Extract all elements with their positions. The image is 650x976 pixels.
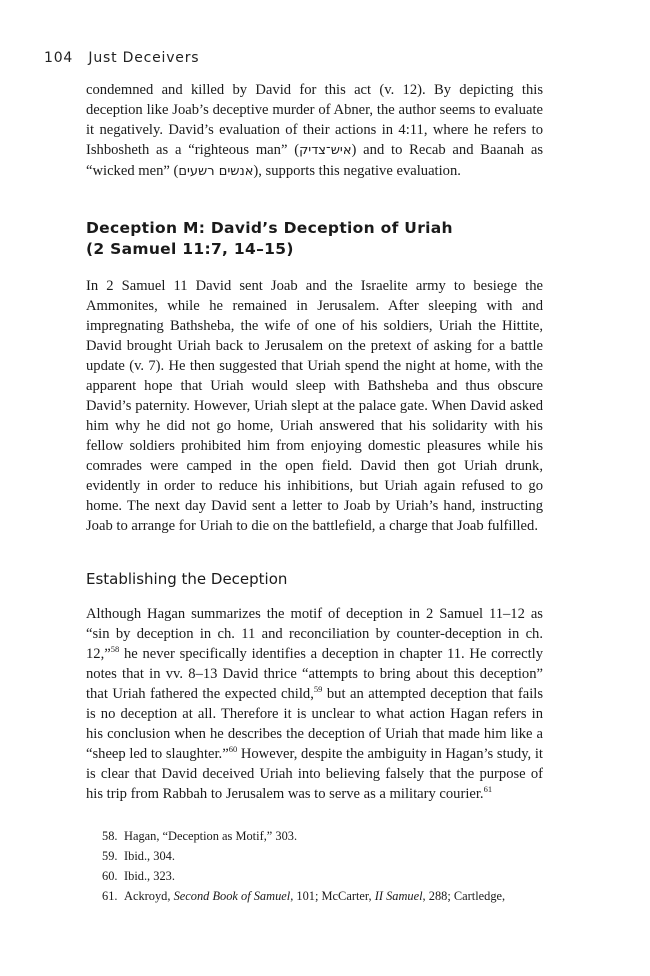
book-title-italic: II Samuel (374, 889, 423, 903)
footnote-59 (102, 846, 543, 866)
footnote-number: 58. (102, 829, 118, 843)
footnote-text (124, 886, 543, 906)
page-body (86, 80, 543, 906)
footnote-ref-60[interactable]: 60 (228, 744, 238, 754)
footnote-ref-58[interactable]: 58 (110, 644, 120, 654)
running-head (44, 50, 199, 66)
footnote-58 (102, 826, 543, 846)
footnote-60 (102, 866, 543, 886)
footnote-ref-61[interactable]: 61 (483, 784, 493, 794)
intro-text-2: ) and to Recab and Baanah as “wicked men” ( (86, 142, 543, 179)
footnote-61 (102, 886, 543, 906)
book-title-italic: Second Book of Samuel (173, 889, 291, 903)
footnote-text: Ibid., 323. (124, 869, 175, 883)
footnote-text-part: , 288; Cartledge, (422, 889, 506, 903)
subsection-text-1: Although Hagan summarizes the motif of deception in 2 Samuel 11–12 as “sin by deception in ch. 11 and reconciliation by counter-deception in ch. 12,” (86, 606, 543, 662)
subsection-heading: Establishing the Deception (86, 570, 288, 588)
footnote-number: 59. (102, 849, 118, 863)
subsection-paragraph (86, 604, 543, 804)
intro-text-1: condemned and killed by David for this act (v. 12). By depicting this deception like Joab’s deceptive murder of Abner, the author seems to evaluate it negatively. David’s evaluation of their actions in 4:11, where he refers to Ishbosheth as a “righteous man” ( (86, 82, 543, 158)
footnote-text-part: Ackroyd, (124, 889, 174, 903)
subsection-text-2: he never specifically identifies a deception in chapter 11. He correctly notes that in vv. 8–13 David thrice “attempts to bring about this deception” that Uriah fathered the expected child, (86, 646, 543, 702)
footnote-text: Hagan, “Deception as Motif,” 303. (124, 829, 298, 843)
hebrew-wicked-men: אנשים רשעים (178, 164, 254, 179)
footnote-text: Ibid., 304. (124, 849, 175, 863)
footnote-number: 60. (102, 869, 118, 883)
section-heading-line2: (2 Samuel 11:7, 14–15) (86, 240, 294, 258)
footnote-text-part: , 101; McCarter, (290, 889, 375, 903)
section-heading-line1: Deception M: David’s Deception of Uriah (86, 219, 453, 237)
footnote-ref-59[interactable]: 59 (313, 684, 323, 694)
section-paragraph: In 2 Samuel 11 David sent Joab and the Israelite army to besiege the Ammonites, while he remained in Jerusalem. After sleeping with and impregnating Bathsheba, the wife of one of his soldiers, Uriah the Hittite, David brought Uriah back to Jerusalem on the pretext of asking for a battle update (v. 7). He then suggested that Uriah spend the night at home, with the apparent hope that Uriah would sleep with Bathsheba and thus obscure David’s paternity. However, Uriah slept at the palace gate. When David asked him why he did not go home, Uriah answered that his solidarity with his fellow soldiers prohibited him from enjoying domestic pleasures while his comrades were camped in the open field. David then got Uriah drunk, evidently in order to reduce his inhibitions, but Uriah again refused to go home. The next day David sent a letter to Joab by Uriah’s hand, instructing Joab to arrange for Uriah to die on the battlefield, a charge that Joab fulfilled. (86, 278, 543, 534)
intro-paragraph (86, 80, 543, 182)
hebrew-righteous-man: איש־צדיק (299, 143, 352, 158)
subsection-text-3: but an attempted deception that fails is no deception at all. Therefore it is unclear to what action Hagan refers in his conclusion when he describes the deception of Uriah that made him like a “sheep led to slaughter.” (86, 686, 544, 762)
footnotes (86, 826, 543, 906)
page-number: 104 (44, 50, 74, 66)
subsection-text-4: However, despite the ambiguity in Hagan’s study, it is clear that David deceived Uriah into believing falsely that the purpose of his trip from Rabbah to Jerusalem was to serve as a military courier. (86, 746, 543, 802)
intro-text-3: ), supports this negative evaluation. (253, 163, 461, 179)
footnote-number: 61. (102, 889, 118, 903)
section-heading (86, 218, 543, 260)
book-title: Just Deceivers (88, 50, 200, 66)
